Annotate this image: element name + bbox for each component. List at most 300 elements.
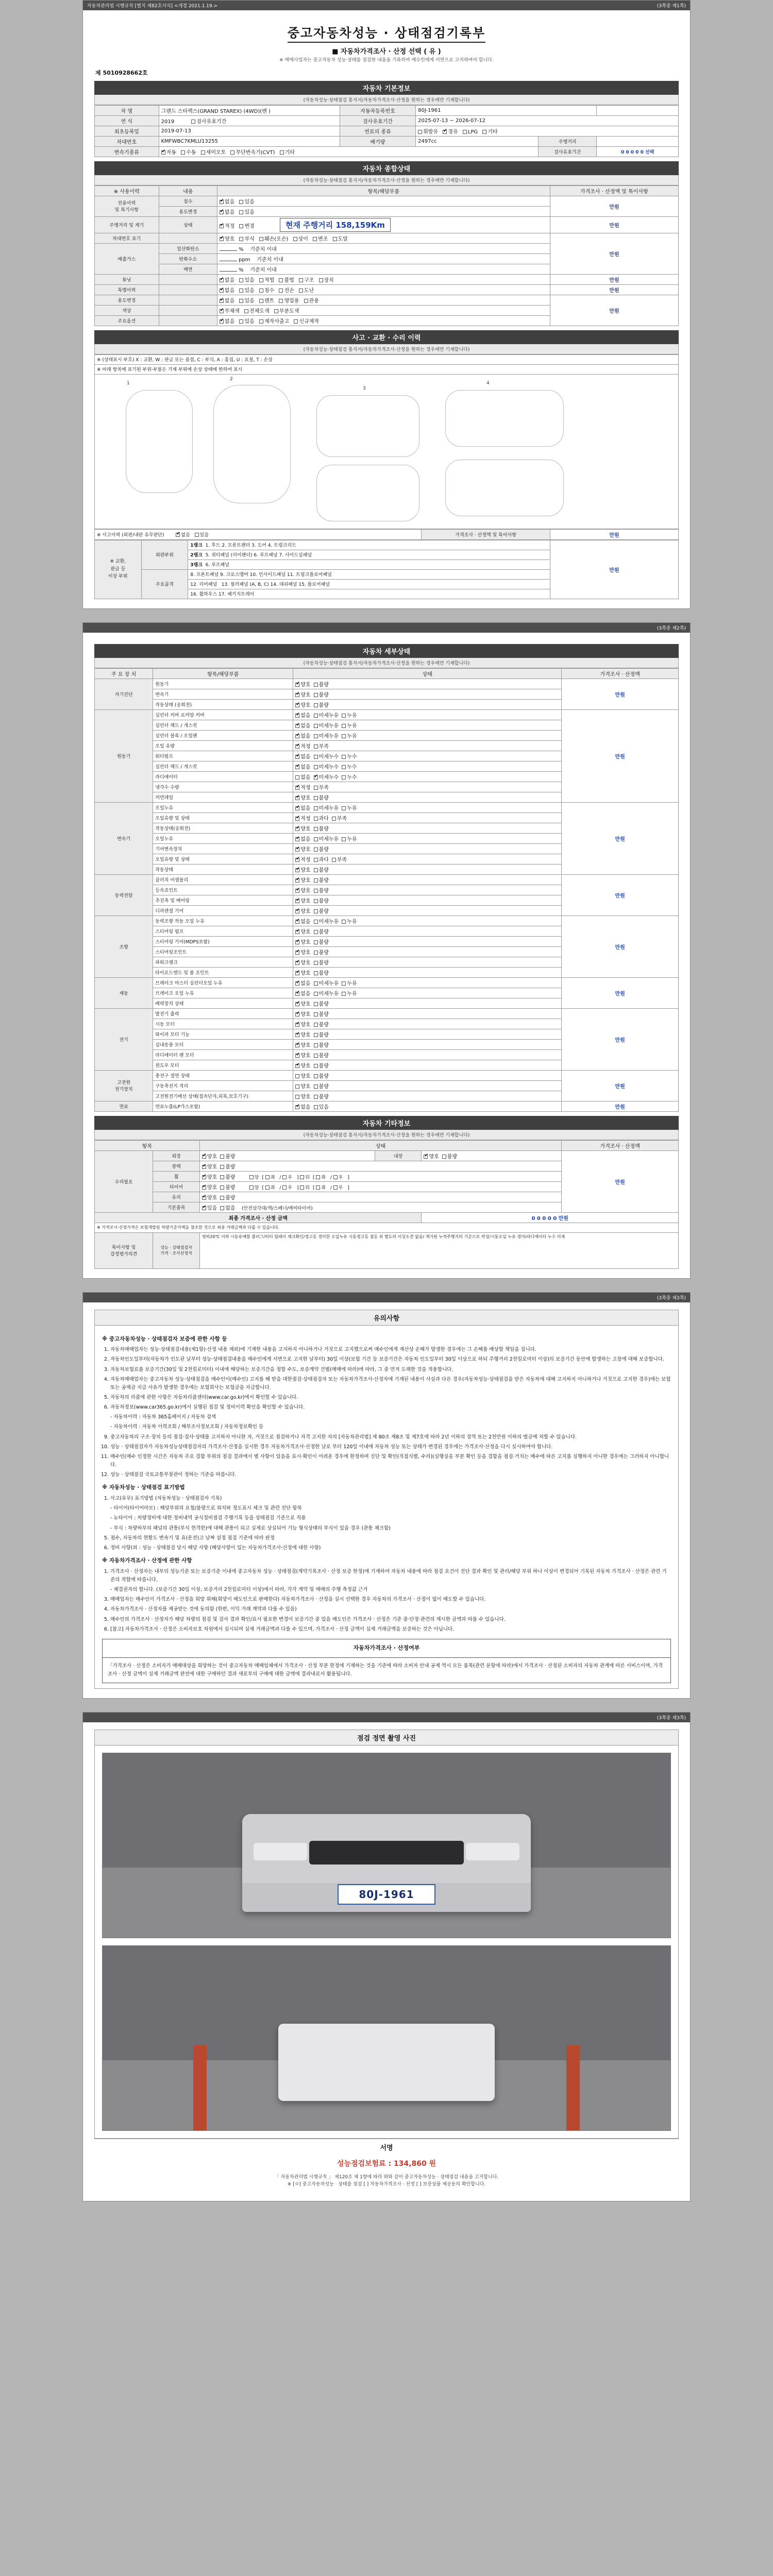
price-repair: 만원 [562, 1150, 679, 1212]
cb-rf-ok[interactable]: ✔ 양호 [295, 1051, 310, 1059]
item-tire: 타이어 [153, 1181, 200, 1192]
parts-price: 만원 [550, 540, 678, 599]
cb-yes-1[interactable]: 있음 [239, 197, 254, 205]
row-use-change-opts [217, 295, 550, 305]
basic-parts-note: (안전삼각대/잭/스페너/예비타이어) [241, 1206, 313, 1211]
state-common-rail [293, 792, 562, 802]
cb-ati-ok[interactable]: ✔ 양호 [295, 824, 310, 832]
cb-bp-no[interactable]: 없음 [220, 1204, 235, 1211]
page-subnote: ※ 매매사업자는 중고자동차 성능·상태를 점검한 내용을 기록하여 매수인에게 서면으로 고지하여야 합니다. [279, 58, 494, 63]
cb-atl-leak[interactable]: 누유 [342, 804, 357, 811]
cb-wh-ok[interactable]: ✔ 양호 [202, 1173, 217, 1180]
diagram-left-side-view [126, 390, 193, 493]
cb-ti-r[interactable]: 뒤 [300, 1184, 310, 1191]
row-special-opts [217, 284, 550, 295]
cb-cp-bad[interactable]: 불량 [314, 1072, 329, 1079]
item-fuel-leak: 연료누출(LP가스포함) [153, 1101, 293, 1111]
item-interior: 내장 [375, 1150, 422, 1161]
cb-rad-micro[interactable]: ✔ 미세누수 [314, 773, 339, 781]
cb-gs-bad[interactable]: 불량 [314, 845, 329, 853]
row-color-opts [217, 305, 550, 315]
cb-tr-ok[interactable]: ✔ 양호 [295, 969, 310, 976]
price-self-diagnosis: 만원 [562, 679, 679, 709]
cb-st-bad[interactable]: 불량 [314, 1020, 329, 1028]
th-overall-state: 항목/해당부품 [217, 185, 550, 196]
cb-hb-bad[interactable]: 불량 [314, 1082, 329, 1090]
row-emission-hc-val: ppm 기준치 이내 [217, 253, 550, 264]
cb-cr-bad[interactable]: 불량 [314, 793, 329, 801]
price-electric: 만원 [562, 1008, 679, 1070]
state-coolant [293, 782, 562, 792]
cb-vin-damage[interactable]: 훼손(오손) [259, 234, 288, 242]
cb-wm-ok[interactable]: ✔ 양호 [295, 1061, 310, 1069]
notice-h2: ※ 자동차성능 · 상태점검 표기방법 [102, 1484, 185, 1491]
inspection-fee-label: 성능점검보험료 : [337, 2159, 392, 2168]
cb-wh-rl[interactable]: 뒤 [300, 1174, 310, 1180]
cb-wp-micro[interactable]: 미세누수 [314, 752, 339, 760]
cb-hw-bad[interactable]: 불량 [314, 1092, 329, 1100]
diagram-front-view [316, 395, 419, 457]
cb-hb-ok[interactable]: 양호 [295, 1082, 310, 1090]
cb-in-ok[interactable]: ✔ 양호 [424, 1152, 439, 1160]
cb-ti-bad[interactable]: 불량 [220, 1183, 235, 1191]
notice-1-9: 10. 성능 · 상태점검자가 자동차성능상태점검자의 가격조사·산정을 실시한 경우 자동차가격조사·산정한 날로 부터 120일 이내에 자동차 성능 또는 상태가 변경된 경우에는 가격조사·산정을 다시 실시하여야 합니다. [110, 1443, 671, 1451]
cb-special-flood[interactable]: 침수 [259, 286, 274, 294]
cb-wh-fl[interactable]: 앞 [249, 1174, 259, 1180]
notice-1-0: 1. 자동차매매업자는 성능·상태점검내용(제1항)·산정 내용 제외)에 기재한 내용을 고지하지 아니하거나 거짓으로 고지했으로써 매수인에게 재산상 손해가 발생한 경우에는 그 손해를 배상할 책임을 집니다. [110, 1346, 671, 1354]
th-overall-sub: 내용 [159, 185, 217, 196]
section-accident-note: (자동차성능·상태점검 통지서/자동차가격조사·산정을 원하는 경우에만 기재합니다) [94, 344, 679, 354]
cb-color-part[interactable]: 부분도색 [274, 307, 299, 314]
cb-mc-leak[interactable]: 누유 [342, 979, 357, 987]
section-accident-title: 사고 · 교환 · 수리 이력 [94, 330, 679, 344]
diagram-label-1: 1 [127, 380, 130, 386]
cb-opt-yes[interactable]: 있음 [239, 317, 254, 325]
section-other-note: (자동차성능·상태점검 통지서/자동차가격조사·산정을 원하는 경우에만 기재합니다) [94, 1130, 679, 1140]
cb-tuning-device[interactable]: 장치 [319, 276, 334, 283]
cb-bp-yes[interactable]: ✔ 있음 [202, 1204, 217, 1211]
cb-trans-ok[interactable]: ✔ 양호 [295, 690, 310, 698]
cb-cv-ok[interactable]: ✔ 양호 [295, 886, 310, 894]
cb-ol-ok[interactable]: ✔ 적정 [295, 742, 310, 750]
row-vin-mark: 차대번호 표기 [95, 233, 159, 243]
state-rocker-cover [293, 709, 562, 720]
cb-cl-bad[interactable]: 불량 [314, 876, 329, 884]
cb-use-yes[interactable]: 있음 [239, 296, 254, 304]
cb-bk-none[interactable]: ✔ 없음 [295, 989, 310, 997]
parts-row-roof: 6. 루프패널 [205, 563, 229, 568]
cb-wi-ok[interactable]: ✔ 양호 [295, 1030, 310, 1038]
cb-yes-2[interactable]: 있음 [239, 208, 254, 215]
cb-df-ok[interactable]: ✔ 양호 [295, 907, 310, 914]
cb-use-rent[interactable]: 렌트 [259, 296, 274, 304]
value-vin: KMFWBC7KMLU13255 [159, 136, 340, 146]
row-usage-sub-2: 용도변경 [159, 206, 217, 216]
state-clutch [293, 874, 562, 885]
photo-section-title: 점검 정면 촬영 사진 [94, 1730, 679, 1745]
notice-h3: ※ 자동차가격조사 · 산정에 관한 사항 [102, 1557, 192, 1564]
state-water-pump [293, 751, 562, 761]
section-overall-note: (자동차성능·상태점검 통지서/자동차가격조사·산정을 원하는 경우에만 기재합니다) [94, 175, 679, 185]
row-odometer-opts [217, 216, 550, 233]
cb-none-1[interactable]: ✔ 없음 [220, 197, 234, 205]
cb-tr-bad[interactable]: 불량 [314, 969, 329, 976]
fuel-opt-gasoline[interactable]: 휘발유 [418, 127, 438, 135]
item-propeller: 추진축 및 베어링 [153, 895, 293, 905]
item-diff-gear: 디퍼렌셜 기어 [153, 905, 293, 916]
cb-use-none[interactable]: ✔ 없음 [220, 296, 234, 304]
group-powertrain: 동력전달 [95, 874, 153, 916]
cb-hg2-micro[interactable]: 미세누수 [314, 762, 339, 770]
price-survey-box-text: 「가격조사 · 산정은 소비자가 매매대상을 희망하는 것이 중고자동차 매매업체에서 가격조사 · 산정 부분 한정에 기재하는 것을 기준에 따라 소비자 안내 공제 역시 모든 품목(관련 문항에 따라)에서 가격조사 · 산정된 소비자의 자동차 관계에 따른 서비스이며, 가격조사 · 산정 금액이 실제 거래금액 완전에 대한 구매하던 결과 새로부의 구매에 대한 금액에 결과내로서 활용됩니다. [102, 1658, 671, 1683]
total-price-label: 최종 가격조사 · 산정 금액 [95, 1212, 422, 1223]
trans-opt-cvt[interactable]: 무단변속기(CVT) [230, 148, 275, 156]
value-plate-extra [597, 105, 679, 115]
cb-vin-corrode[interactable]: 부식 [239, 234, 254, 242]
item-engine: 원동기 [153, 679, 293, 689]
trans-opt-manual[interactable]: 수동 [181, 148, 196, 156]
item-mt-oil: 오일유량 및 상태 [153, 854, 293, 864]
cb-gl-ok[interactable]: ✔ 양호 [202, 1193, 217, 1201]
page-2 [82, 622, 691, 1279]
cb-opt-new[interactable]: 신규제작 [294, 317, 319, 325]
diagram-rear-view [316, 465, 419, 521]
cb-ti-rl[interactable]: 좌 [316, 1184, 326, 1191]
cb-engine-ok[interactable]: ✔ 양호 [295, 680, 310, 688]
cb-cp-ok[interactable]: 양호 [295, 1072, 310, 1079]
cb-opt-none[interactable]: ✔ 없음 [220, 317, 234, 325]
accident-legend-table [94, 354, 679, 375]
cb-ti-ok[interactable]: ✔ 양호 [202, 1183, 217, 1191]
cb-wi-bad[interactable]: 불량 [314, 1030, 329, 1038]
cb-trans-bad[interactable]: 불량 [314, 690, 329, 698]
cb-accident-none[interactable]: ✔ 없음 [176, 531, 190, 538]
cb-odo-changed[interactable]: 변경 [239, 222, 254, 229]
cb-mtl-leak[interactable]: 누유 [342, 835, 357, 842]
state-mt-oil [293, 854, 562, 864]
cb-ato-ok[interactable]: ✔ 적정 [295, 814, 310, 822]
cb-cool-ok[interactable]: ✔ 적정 [295, 783, 310, 791]
price-powertrain: 만원 [562, 874, 679, 916]
cb-po-ok[interactable]: ✔ 양호 [202, 1162, 217, 1170]
cb-idle-ok[interactable]: ✔ 양호 [295, 701, 310, 708]
cb-special-total[interactable]: 전손 [279, 286, 294, 294]
price-brake: 만원 [562, 977, 679, 1008]
damage-diagram [94, 375, 679, 529]
cb-in-bad[interactable]: 불량 [442, 1152, 457, 1160]
cb-ti-rr[interactable]: 우 [333, 1184, 343, 1191]
cb-mc-none[interactable]: ✔ 없음 [295, 979, 310, 987]
row-emission-smoke: 매연 [159, 264, 217, 274]
cb-special-yes[interactable]: 있음 [239, 286, 254, 294]
cb-cv-bad[interactable]: 불량 [314, 886, 329, 894]
cb-mc-micro[interactable]: 미세누유 [314, 979, 339, 987]
cb-bo-micro[interactable]: 미세누유 [314, 732, 339, 739]
page-title: 중고자동차성능 · 상태점검기록부 [288, 23, 485, 43]
signature-footnote [94, 2174, 679, 2192]
cb-hg-leak[interactable]: 누유 [342, 721, 357, 729]
cb-sp-bad[interactable]: 불량 [314, 927, 329, 935]
cb-fl-yes[interactable]: 있음 [314, 1103, 329, 1110]
cb-sj-bad[interactable]: 불량 [314, 948, 329, 956]
state-brake-oil [293, 988, 562, 998]
state-glass [199, 1192, 561, 1202]
special-note-label: 특이사항 및 감정평가의견 [95, 1232, 153, 1268]
item-cv-joint: 등속죠인트 [153, 885, 293, 895]
cb-rf-bad[interactable]: 불량 [314, 1051, 329, 1059]
cb-bk-micro[interactable]: 미세누유 [314, 989, 339, 997]
cb-vin-alter[interactable]: 변조 [313, 234, 328, 242]
cb-opt-maker[interactable]: 제작사출고 [259, 317, 289, 325]
row-use-change: 용도변경 [95, 295, 159, 305]
cb-wh-bad[interactable]: 불량 [220, 1173, 235, 1180]
cb-sg-bad[interactable]: 불량 [314, 938, 329, 945]
tire-positions: 앞 [ 좌 / 우 ] 뒤 [ 좌 / 우 ] [249, 1185, 349, 1191]
cb-gl-bad[interactable]: 불량 [220, 1193, 235, 1201]
overall-state-table [94, 185, 679, 326]
cb-ti-fr[interactable]: 우 [282, 1184, 292, 1191]
cb-pc-ok[interactable]: ✔ 양호 [295, 958, 310, 966]
label-first-reg: 최초등록일 [95, 126, 159, 136]
cb-bs-ok[interactable]: ✔ 양호 [295, 999, 310, 1007]
diagram-label-2: 2 [230, 376, 233, 382]
trans-opt-etc[interactable]: 기타 [280, 148, 295, 156]
cb-color-orig[interactable]: ✔ 무채색 [220, 307, 240, 314]
group-engine: 원동기 [95, 709, 153, 802]
th-detail-group: 주 요 장 치 [95, 668, 153, 679]
price-special: 만원 [550, 284, 678, 295]
cb-rc-leak[interactable]: 누유 [342, 711, 357, 719]
item-steering-pump: 스티어링 펌프 [153, 926, 293, 936]
accident-legend-1: ※ (상태표시 부호) X : 교환, W : 판금 또는 용접, C : 부식, A : 흠집, U : 요철, T : 손상 [95, 354, 679, 364]
cb-atl-none[interactable]: ✔ 없음 [295, 804, 310, 811]
cb-rc-micro[interactable]: 미세누유 [314, 711, 339, 719]
cb-engine-bad[interactable]: 불량 [314, 680, 329, 688]
cb-vin-erase[interactable]: 도말 [333, 234, 348, 242]
page-1-topbar [83, 1, 690, 10]
cb-ex-ok[interactable]: ✔ 양호 [202, 1152, 217, 1160]
detail-state-table [94, 668, 679, 1112]
fuel-opt-lpg[interactable]: LPG [463, 129, 478, 135]
notice-list-2 [110, 1495, 671, 1552]
cb-none-2[interactable]: ✔ 없음 [220, 208, 234, 215]
cb-cool-low[interactable]: 부족 [314, 783, 329, 791]
state-cv-joint [293, 885, 562, 895]
cb-mtl-micro[interactable]: 미세누유 [314, 835, 339, 842]
cb-tuning-legal[interactable]: 적법 [259, 276, 274, 283]
th-other-price: 가격조사 · 산정액 [562, 1140, 679, 1150]
cb-vin-ok[interactable]: ✔ 양호 [220, 234, 234, 242]
cb-cr-ok[interactable]: ✔ 양호 [295, 793, 310, 801]
th-other-state: 상태 [199, 1140, 561, 1150]
parts-title: ※ 교환, 판금 등 이상 부위 [95, 540, 142, 599]
row-tuning-opts [217, 274, 550, 284]
cb-hg2-none[interactable]: ✔ 없음 [295, 762, 310, 770]
cb-ato-over[interactable]: 과다 [314, 814, 329, 822]
item-wheel: 휠 [153, 1171, 200, 1181]
opt-year-check[interactable]: 검사유효기간 [191, 117, 226, 125]
cb-wm-bad[interactable]: 불량 [314, 1061, 329, 1069]
item-gear-shift: 기어변속장치 [153, 843, 293, 854]
cb-bl-bad[interactable]: 불량 [314, 1041, 329, 1048]
cb-rc-none[interactable]: ✔ 없음 [295, 711, 310, 719]
cb-pr-bad[interactable]: 불량 [314, 896, 329, 904]
state-master-cyl [293, 977, 562, 988]
item-steering-joint: 스티어링조인트 [153, 946, 293, 957]
diagram-right-side-view [445, 390, 564, 447]
cb-mtw-bad[interactable]: 불량 [314, 866, 329, 873]
cb-mtw-ok[interactable]: ✔ 양호 [295, 866, 310, 873]
front-grille [309, 1841, 464, 1865]
cb-accident-yes[interactable]: 있음 [195, 531, 209, 538]
item-water-pump: 워터펌프 [153, 751, 293, 761]
cb-mtl-none[interactable]: ✔ 없음 [295, 835, 310, 842]
cb-pc-bad[interactable]: 불량 [314, 958, 329, 966]
row-color: 색상 [95, 305, 159, 315]
cb-idle-bad[interactable]: 불량 [314, 701, 329, 708]
cb-tuning-structure[interactable]: 구조 [299, 276, 314, 283]
cb-al-ok[interactable]: ✔ 양호 [295, 1010, 310, 1018]
cb-wp-none[interactable]: ✔ 없음 [295, 752, 310, 760]
cb-tuning-none[interactable]: ✔ 없음 [220, 276, 234, 283]
value-car-name: 그랜드 스타렉스(GRAND STAREX) (4WD)(밴 ) [159, 105, 340, 115]
item-charge-port: 충전구 절연 상태 [153, 1070, 293, 1080]
cb-odo-ok[interactable]: ✔ 적정 [220, 222, 234, 229]
cb-wh-fl2[interactable]: 좌 [265, 1174, 275, 1180]
cb-use-biz[interactable]: 영업용 [279, 296, 299, 304]
special-note-sub: 성능 · 상태점검자 가격 · 조사산정자 [153, 1232, 200, 1268]
group-repair-needed: 수리필요 [95, 1150, 153, 1212]
page-4 [82, 1712, 691, 2201]
cb-color-full[interactable]: 전체도색 [244, 307, 270, 314]
cb-wh-rl2[interactable]: 좌 [316, 1174, 326, 1180]
cb-vin-diff[interactable]: 상이 [293, 234, 308, 242]
cb-special-theft[interactable]: 도난 [299, 286, 314, 294]
cb-ex-bad[interactable]: 불량 [220, 1152, 235, 1160]
page-1 [82, 0, 691, 609]
cb-ati-bad[interactable]: 불량 [314, 824, 329, 832]
state-transmission [293, 689, 562, 699]
label-plate: 자동차등록번호 [340, 105, 415, 115]
parts-row-b-text: 5. 쿼터패널 (리어팬더) 6. 루프패널 7. 사이드실패널 [205, 553, 312, 558]
cb-hg-micro[interactable]: 미세누유 [314, 721, 339, 729]
state-wheel [199, 1171, 561, 1181]
cb-wh-fr[interactable]: 우 [282, 1174, 292, 1180]
parts-row-d-text: 12. 리어패널 [190, 582, 217, 587]
cb-mto-over[interactable]: 과다 [314, 855, 329, 863]
state-mt-leak [293, 833, 562, 843]
item-radiator: 라디에이터 [153, 771, 293, 782]
item-polish: 광택 [153, 1161, 200, 1171]
cb-use-gov[interactable]: 관용 [304, 296, 319, 304]
cb-tuning-yes[interactable]: 있음 [239, 276, 254, 283]
state-gear-shift [293, 843, 562, 854]
notice-list-1 [110, 1346, 671, 1479]
item-mt-leak: 오일누유 [153, 833, 293, 843]
cb-wh-rr[interactable]: 우 [333, 1174, 343, 1180]
cb-hg2-leak[interactable]: 누수 [342, 762, 357, 770]
cb-ps-none[interactable]: ✔ 없음 [295, 917, 310, 925]
cb-ps-leak[interactable]: 누유 [342, 917, 357, 925]
cb-ol-low[interactable]: 부족 [314, 742, 329, 750]
cb-ps-micro[interactable]: 미세누유 [314, 917, 339, 925]
cb-bk-leak[interactable]: 누유 [342, 989, 357, 997]
notice-3-1: - 체결권자의 합니다. (보증기간 30일 이상, 보증거리 2천킬로미터 이상)에서 따라, 각각 계약 및 매매의 주행 측정값 근거 [110, 1587, 368, 1593]
trans-opt-auto[interactable]: ✔ 자동 [161, 148, 176, 156]
cb-pr-ok[interactable]: ✔ 양호 [295, 896, 310, 904]
cb-tuning-illegal[interactable]: 불법 [279, 276, 294, 283]
state-mt-work [293, 864, 562, 874]
th-detail-state: 상태 [293, 668, 562, 679]
headlight-right [466, 1843, 519, 1860]
th-overall-price: 가격조사 · 산정액 및 특이사항 [550, 185, 678, 196]
section-detail-title: 자동차 세부상태 [94, 644, 679, 658]
cb-rad-none[interactable]: 없음 [295, 773, 310, 781]
fuel-opt-diesel[interactable]: ✔ 경유 [443, 127, 458, 135]
cb-special-none[interactable]: ✔ 없음 [220, 286, 234, 294]
label-inspection-valid: 검사유효기간 [340, 115, 415, 126]
cb-po-bad[interactable]: 불량 [220, 1162, 235, 1170]
notice-2-2: - 뉴타이어 : 차량정비에 대한 정비내역 공식정비점검 주행기록 등을 상태점검 기준으로 적용 [110, 1515, 306, 1521]
cb-sj-ok[interactable]: ✔ 양호 [295, 948, 310, 956]
row-usage-opts-2 [217, 206, 550, 216]
cb-mto-ok[interactable]: ✔ 적정 [295, 855, 310, 863]
cb-atl-micro[interactable]: 미세누유 [314, 804, 339, 811]
cb-bs-bad[interactable]: 불량 [314, 999, 329, 1007]
notice-3-0: 1. 가격조사 · 산정자는 내부의 성능기준 또는 보증기준 이내에 중고자동차 성능 · 상태점검(계약기록조사 · 산정 보증 한정)에 기재하여 자동차 내용에 따라 점검 요건이 진단 결과 확인 및 관리/해당 부위 하나 이상이 변경되어 기록된 자동차 가격조사 · 산정은 관련 기준의 적합에 따릅니다. [110, 1568, 671, 1584]
cb-cl-ok[interactable]: ✔ 양호 [295, 876, 310, 884]
price-steering: 만원 [562, 916, 679, 977]
cb-hw-ok[interactable]: 양호 [295, 1092, 310, 1100]
cb-wp-leak[interactable]: 누수 [342, 752, 357, 760]
notice-1-2: 3. 자동차보험료를 보증기간(30일 및 2천킬로미터) 이내에 해당하는 보증기간을 정할 수도, 보증계약 건별(매매에 따라)에 따라, 그 중 먼저 도래한 것을 적용합니다. [110, 1366, 671, 1374]
basic-info-table [94, 105, 679, 157]
item-idle: 작동상태 (공회전) [153, 699, 293, 709]
item-rocker-cover: 실린더 커버 로커암 커버 [153, 709, 293, 720]
cb-al-bad[interactable]: 불량 [314, 1010, 329, 1018]
page-number-2: (3쪽중 제2쪽) [657, 625, 686, 631]
cb-bo-leak[interactable]: 누유 [342, 732, 357, 739]
th-other-item: 항목 [95, 1140, 200, 1150]
state-steering-joint [293, 946, 562, 957]
value-transmission [159, 146, 538, 157]
cb-mto-low[interactable]: 부족 [332, 855, 347, 863]
item-alternator: 발전기 출력 [153, 1008, 293, 1019]
cb-ti-fl[interactable]: 좌 [265, 1184, 275, 1191]
cb-df-bad[interactable]: 불량 [314, 907, 329, 914]
cb-hg-none[interactable]: ✔ 없음 [295, 721, 310, 729]
row-tuning-sub [159, 274, 217, 284]
cb-ti-f[interactable]: 앞 [249, 1184, 259, 1191]
trans-opt-semi[interactable]: 세미오토 [201, 148, 226, 156]
cb-fl-none[interactable]: ✔ 없음 [295, 1103, 310, 1110]
cb-sp-ok[interactable]: ✔ 양호 [295, 927, 310, 935]
total-price-value: 0 0 0 0 0 만원 [422, 1212, 679, 1223]
cb-bl-ok[interactable]: ✔ 양호 [295, 1041, 310, 1048]
cb-bo-none[interactable]: ✔ 없음 [295, 732, 310, 739]
notice-body [94, 1326, 679, 1689]
cb-rad-leak[interactable]: 누수 [342, 773, 357, 781]
cb-ato-low[interactable]: 부족 [332, 814, 347, 822]
row-emission: 배출가스 [95, 243, 159, 274]
cb-st-ok[interactable]: ✔ 양호 [295, 1020, 310, 1028]
fuel-opt-etc[interactable]: 기타 [482, 127, 497, 135]
cb-sg-ok[interactable]: ✔ 양호 [295, 938, 310, 945]
diagram-top-view [213, 385, 291, 503]
item-oil-level: 오일 유량 [153, 740, 293, 751]
parts-row-f: 16. 휠하우스 17. 패키지트레이 [188, 589, 550, 599]
cb-gs-ok[interactable]: ✔ 양호 [295, 845, 310, 853]
